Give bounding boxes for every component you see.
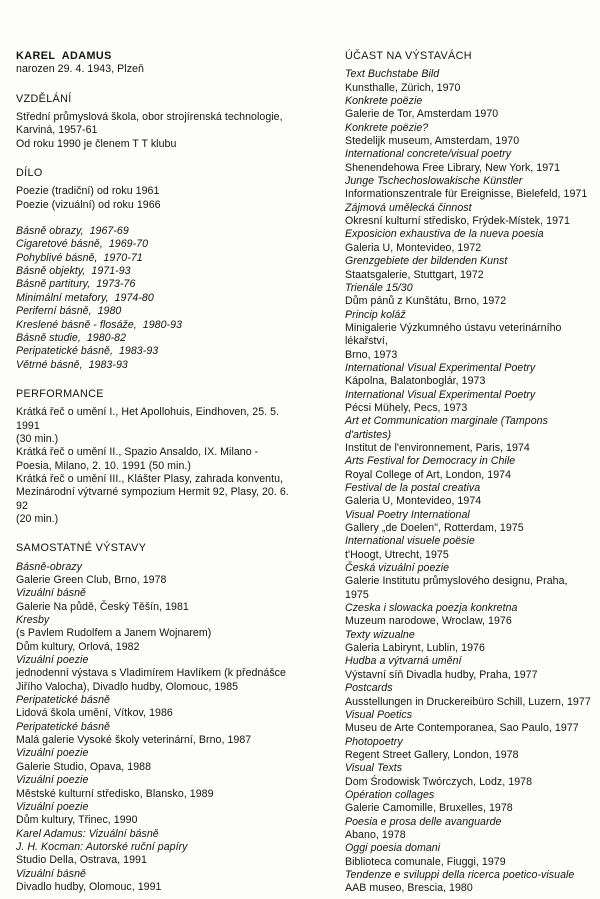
exhibition-venue: Royal College of Art, London, 1974 bbox=[345, 468, 512, 481]
exhibition-title: Peripatetické básně bbox=[16, 694, 110, 707]
exhibition-venue: Galerie de Tor, Amsterdam 1970 bbox=[345, 108, 499, 121]
performance-detail: , Het Apollohuis, Eindhoven, 25. 5. 1991 bbox=[16, 406, 283, 432]
work-item: Básně objekty, 1971-93 bbox=[16, 265, 131, 278]
exhibition-venue: (s Pavlem Rudolfem a Janem Wojnarem) bbox=[16, 627, 212, 640]
right-column bbox=[345, 50, 593, 896]
exhibition-venue: Regent Street Gallery, London, 1978 bbox=[345, 748, 519, 761]
work-item: Básně partitury, 1973-76 bbox=[16, 278, 136, 291]
exhibition-venue: Dom Środowisk Twórczych, Lodz, 1978 bbox=[345, 775, 533, 788]
vzdelani-line: Střední průmyslová škola, obor strojírenská technologie, bbox=[16, 111, 283, 124]
group-exhibition bbox=[345, 95, 593, 122]
group-exhibition bbox=[345, 202, 593, 229]
exhibition-title: Karel Adamus: Vizuální básně bbox=[16, 827, 159, 840]
exhibition-venue: Shenendehowa Free Library, New York, 1971 bbox=[345, 161, 561, 174]
solo-exhibition bbox=[16, 868, 298, 895]
exhibition-title: Text Buchstabe Bild bbox=[345, 68, 440, 81]
exhibition-title: Visual Texts bbox=[345, 762, 403, 775]
exhibition-venue: AAB museo, Brescia, 1980 bbox=[345, 882, 473, 895]
work-item: Básně studie, 1980-82 bbox=[16, 331, 127, 344]
solo-exhibition bbox=[16, 561, 298, 588]
performance-detail: , Spazio Ansaldo, IX. Milano - bbox=[118, 446, 259, 459]
exhibition-venue: Okresní kulturní středisko, Frýdek-Místek, 1971 bbox=[345, 215, 570, 228]
exhibition-venue: Galerie Institutu průmyslového designu, Praha, 1975 bbox=[345, 575, 571, 601]
group-exhibition bbox=[345, 482, 593, 509]
group-exhibition bbox=[345, 122, 593, 149]
exhibition-title: Vizuální poezie bbox=[16, 747, 89, 760]
artist-birth-line: narozen 29. 4. 1943, Plzeň bbox=[16, 63, 144, 76]
exhibition-title: Kresby bbox=[16, 614, 50, 627]
exhibition-title: Vizuální poezie bbox=[16, 800, 89, 813]
solo-exhibition bbox=[16, 614, 298, 654]
exhibition-venue: t'Hoogt, Utrecht, 1975 bbox=[345, 548, 449, 561]
group-exhibition bbox=[345, 736, 593, 763]
section-heading-dilo: DÍLO bbox=[16, 167, 43, 180]
solo-exhibition bbox=[16, 654, 298, 694]
group-exhibition bbox=[345, 415, 593, 455]
exhibition-title: Peripatetické básně bbox=[16, 720, 110, 733]
exhibition-title-secondary: J. H. Kocman: Autorské ruční papíry bbox=[16, 840, 188, 853]
exhibition-venue: Galeria U, Montevideo, 1974 bbox=[345, 495, 482, 508]
exhibition-venue: Museu de Arte Contemporanea, Sao Paulo, 1977 bbox=[345, 722, 579, 735]
exhibition-title: Vizuální poezie bbox=[16, 654, 89, 667]
performance-title: Krátká řeč o umění I. bbox=[16, 406, 116, 419]
section-heading-performance: PERFORMANCE bbox=[16, 387, 104, 400]
exhibition-venue: Galerie Green Club, Brno, 1978 bbox=[16, 574, 167, 586]
group-exhibition bbox=[345, 362, 593, 389]
exhibition-title: Česká vizuální poezie bbox=[345, 562, 450, 575]
work-item: Cigaretové básně, 1969-70 bbox=[16, 238, 149, 251]
exhibition-title: Poesia e prosa delle avanguarde bbox=[345, 815, 502, 828]
exhibition-title: Konkrete poëzie bbox=[345, 95, 423, 108]
group-exhibition bbox=[345, 562, 593, 602]
exhibition-title: Czeska i slowacka poezja konkretna bbox=[345, 602, 518, 615]
group-exhibition bbox=[345, 682, 593, 709]
work-item: Větrné básně, 1983-93 bbox=[16, 358, 128, 371]
exhibition-venue: Staatsgalerie, Stuttgart, 1972 bbox=[345, 268, 484, 281]
exhibition-venue: Lidová škola umění, Vítkov, 1986 bbox=[16, 707, 173, 720]
group-exhibition bbox=[345, 816, 593, 843]
group-exhibition bbox=[345, 655, 593, 682]
section-heading-samostatne-vystavy: SAMOSTATNÉ VÝSTAVY bbox=[16, 542, 147, 555]
performance-entry bbox=[16, 406, 298, 446]
exhibition-title: Princip koláž bbox=[345, 308, 406, 321]
exhibition-venue: Výstavní síň Divadla hudby, Praha, 1977 bbox=[345, 668, 538, 681]
exhibition-title: Art et Communication marginale (Tampons d'artistes) bbox=[345, 415, 551, 441]
work-item: Pohyblivé básně, 1970-71 bbox=[16, 251, 143, 264]
exhibition-title: Grenzgebiete der bildenden Kunst bbox=[345, 255, 508, 268]
exhibition-title: Hudba a výtvarná umění bbox=[345, 655, 462, 668]
work-item: Periferní básně, 1980 bbox=[16, 305, 122, 318]
section-performance bbox=[16, 388, 298, 526]
exhibition-venue: jednodenní výstava s Vladimírem Havlíkem (k přednášce bbox=[16, 667, 286, 680]
exhibition-title: Vizuální poezie bbox=[16, 774, 89, 787]
group-exhibition bbox=[345, 148, 593, 175]
exhibition-venue: Galerie Studio, Opava, 1988 bbox=[16, 760, 152, 773]
exhibition-venue: Galerie Na půdě, Český Těšín, 1981 bbox=[16, 600, 189, 613]
group-exhibition bbox=[345, 535, 593, 562]
exhibition-venue: Dům pánů z Kunštátu, Brno, 1972 bbox=[345, 295, 507, 308]
exhibition-venue: Muzeum narodowe, Wroclaw, 1976 bbox=[345, 615, 512, 628]
exhibition-venue: Galeria Labirynt, Lublin, 1976 bbox=[345, 642, 485, 655]
group-exhibition bbox=[345, 228, 593, 255]
group-exhibition bbox=[345, 509, 593, 536]
exhibition-title: Postcards bbox=[345, 682, 393, 695]
exhibition-title: International Visual Experimental Poetry bbox=[345, 361, 536, 374]
exhibition-venue: Dům kultury, Třinec, 1990 bbox=[16, 814, 138, 827]
group-exhibition bbox=[345, 255, 593, 282]
group-exhibition bbox=[345, 309, 593, 362]
vzdelani-line: Od roku 1990 je členem T T klubu bbox=[16, 137, 177, 150]
group-exhibition bbox=[345, 455, 593, 482]
exhibition-venue: Abano, 1978 bbox=[345, 828, 406, 841]
exhibition-title: Vizuální básně bbox=[16, 587, 87, 600]
section-heading-vzdelani: VZDĚLÁNÍ bbox=[16, 92, 72, 105]
exhibition-title: Opération collages bbox=[345, 788, 435, 801]
work-item: Kreslené básně - flosáže, 1980-93 bbox=[16, 318, 183, 331]
group-exhibition bbox=[345, 789, 593, 816]
exhibition-title: Junge Tschechoslowakische Künstler bbox=[345, 175, 523, 188]
group-exhibition bbox=[345, 282, 593, 309]
work-item: Minimální metafory, 1974-80 bbox=[16, 291, 154, 304]
exhibition-title: Exposicion exhaustiva de la nueva poesia bbox=[345, 228, 544, 241]
exhibition-title: Texty wizualne bbox=[345, 628, 415, 641]
exhibition-venue: Studio Della, Ostrava, 1991 bbox=[16, 854, 147, 867]
group-exhibition bbox=[345, 629, 593, 656]
group-exhibition bbox=[345, 762, 593, 789]
group-exhibition bbox=[345, 389, 593, 416]
exhibition-venue: Gallery „de Doelen", Rotterdam, 1975 bbox=[345, 522, 524, 535]
solo-exhibition bbox=[16, 774, 298, 801]
dilo-line: Poezie (tradiční) od roku 1961 bbox=[16, 185, 160, 198]
exhibition-venue: Kunsthalle, Zürich, 1970 bbox=[345, 81, 461, 94]
exhibition-title: Festival de la postal creativa bbox=[345, 482, 481, 494]
performance-detail-cont: Mezinárodní výtvarné sympozium Hermit 92, Plasy, 20. 6. 92 bbox=[16, 486, 292, 512]
work-item: Peripatetické básně, 1983-93 bbox=[16, 345, 159, 358]
solo-exhibition bbox=[16, 721, 298, 748]
exhibition-title: Arts Festival for Democracy in Chile bbox=[345, 455, 516, 468]
dilo-line: Poezie (vizuální) od roku 1966 bbox=[16, 198, 161, 211]
solo-exhibition bbox=[16, 694, 298, 721]
group-exhibition bbox=[345, 709, 593, 736]
performance-detail: , Klášter Plasy, zahrada konventu, bbox=[121, 472, 284, 485]
exhibition-title: International Visual Experimental Poetry bbox=[345, 388, 536, 401]
artist-name: KAREL ADAMUS bbox=[16, 50, 112, 62]
artist-header bbox=[16, 50, 298, 77]
exhibition-title: Visual Poetics bbox=[345, 708, 413, 721]
group-exhibition bbox=[345, 869, 593, 896]
section-heading-ucast-na-vystavach: ÚČAST NA VÝSTAVÁCH bbox=[345, 50, 472, 62]
section-dilo bbox=[16, 167, 298, 372]
exhibition-title: Vizuální básně bbox=[16, 867, 87, 880]
exhibition-title: Visual Poetry International bbox=[345, 508, 470, 521]
exhibition-venue: Malá galerie Vysoké školy veterinární, Brno, 1987 bbox=[16, 734, 252, 747]
exhibition-title: International concrete/visual poetry bbox=[345, 148, 512, 161]
work-item: Básně obrazy, 1967-69 bbox=[16, 225, 129, 238]
performance-entry bbox=[16, 446, 298, 473]
performance-detail-cont: Poesia, Milano, 2. 10. 1991 (50 min.) bbox=[16, 459, 191, 472]
performance-entry bbox=[16, 473, 298, 526]
section-vzdelani bbox=[16, 93, 298, 151]
exhibition-title: Photopoetry bbox=[345, 735, 403, 748]
section-samostatne-vystavy bbox=[16, 542, 298, 894]
performance-title: Krátká řeč o umění II. bbox=[16, 446, 119, 459]
exhibition-venue: Divadlo hudby, Olomouc, 1991 bbox=[16, 880, 162, 893]
exhibition-title: Oggi poesia domani bbox=[345, 842, 441, 855]
exhibition-venue: Galeria U, Montevideo, 1972 bbox=[345, 241, 482, 254]
exhibition-title: International visuele poësie bbox=[345, 535, 475, 548]
exhibition-venue: Jiřího Valocha), Divadlo hudby, Olomouc, 1985 bbox=[16, 680, 239, 693]
exhibition-venue: Biblioteca comunale, Fiuggi, 1979 bbox=[345, 855, 506, 868]
performance-detail-cont: (20 min.) bbox=[16, 512, 59, 525]
exhibition-title: Konkrete poëzie? bbox=[345, 121, 429, 134]
solo-exhibition bbox=[16, 587, 298, 614]
exhibition-venue: Stedelijk museum, Amsterdam, 1970 bbox=[345, 135, 520, 148]
exhibition-venue: Brno, 1973 bbox=[345, 348, 398, 361]
performance-detail-cont: (30 min.) bbox=[16, 432, 59, 445]
exhibition-venue: Ausstellungen in Druckereibüro Schill, Luzern, 1977 bbox=[345, 695, 591, 708]
left-column bbox=[16, 50, 298, 894]
exhibition-venue: Kápolna, Balatonboglár, 1973 bbox=[345, 375, 486, 388]
group-exhibition bbox=[345, 175, 593, 202]
group-exhibition bbox=[345, 68, 593, 95]
performance-title: Krátká řeč o umění III. bbox=[16, 472, 122, 485]
exhibition-title: Trienále 15/30 bbox=[345, 281, 413, 294]
exhibition-venue: Městské kulturní středisko, Blansko, 1989 bbox=[16, 787, 214, 800]
solo-exhibition bbox=[16, 801, 298, 828]
group-exhibition bbox=[345, 842, 593, 869]
exhibition-title: Zájmová umělecká činnost bbox=[345, 201, 472, 214]
exhibition-venue: Minigalerie Výzkumného ústavu veterinárního lékařství, bbox=[345, 321, 565, 348]
exhibition-venue: Pécsi Mühely, Pecs, 1973 bbox=[345, 401, 468, 414]
vzdelani-line: Karviná, 1957-61 bbox=[16, 124, 98, 137]
group-exhibition bbox=[345, 602, 593, 629]
exhibition-venue: Informationszentrale für Ereignisse, Bielefeld, 1971 bbox=[345, 188, 588, 201]
solo-exhibition bbox=[16, 828, 298, 868]
exhibition-venue: Galerie Camomille, Bruxelles, 1978 bbox=[345, 802, 513, 815]
exhibition-venue: Institut de l'environnement, Paris, 1974 bbox=[345, 441, 530, 454]
solo-exhibition bbox=[16, 747, 298, 774]
exhibition-venue: Dům kultury, Orlová, 1982 bbox=[16, 640, 140, 653]
exhibition-title: Tendenze e sviluppi della ricerca poetico-visuale bbox=[345, 868, 575, 881]
exhibition-title: Básně-obrazy bbox=[16, 560, 82, 573]
